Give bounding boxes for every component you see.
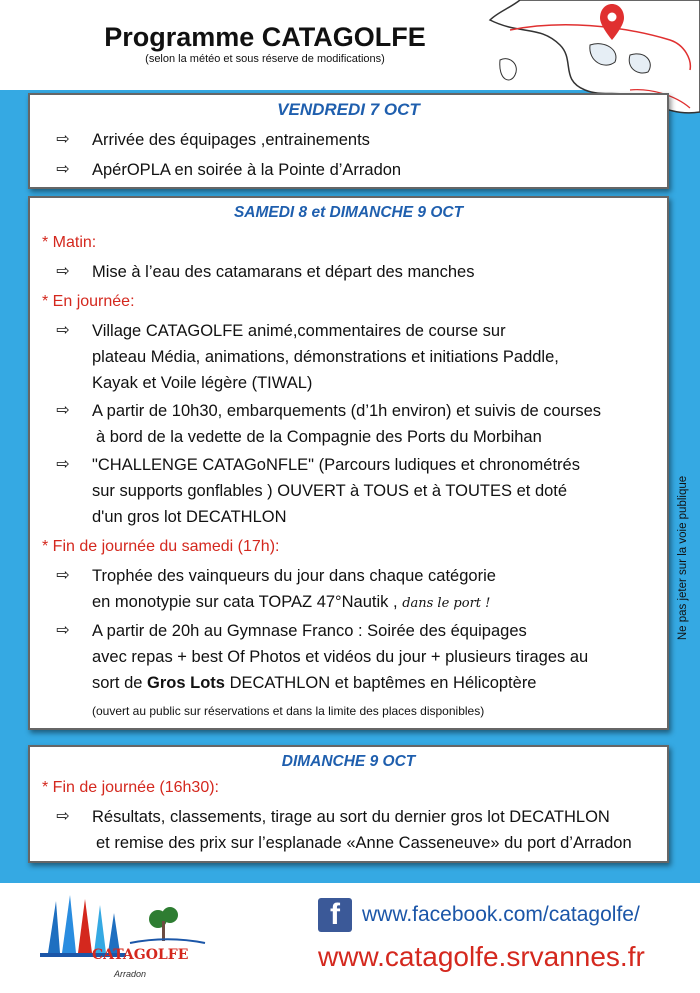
- logo-text: CATAGOLFE: [92, 947, 189, 963]
- arrow-right-outline-icon: ⇨: [56, 567, 70, 584]
- arrow-right-outline-icon: ⇨: [56, 161, 70, 178]
- friday-card: VENDREDI 7 OCT ⇨ Arrivée des équipages ,entrainements ⇨ ApérOPLA en soirée à la Pointe d’Arradon: [28, 93, 669, 189]
- handwritten-note: dans le port !: [402, 596, 491, 611]
- arrow-right-outline-icon: ⇨: [56, 131, 70, 148]
- facebook-link[interactable]: [318, 895, 640, 935]
- side-note: Ne pas jeter sur la voie publique: [677, 475, 689, 641]
- arrow-right-outline-icon: ⇨: [56, 622, 70, 639]
- facebook-url[interactable]: www.facebook.com/catagolfe/: [362, 903, 640, 926]
- footer: [0, 883, 700, 993]
- weekend-heading: SAMEDI 8 et DIMANCHE 9 OCT: [233, 204, 464, 221]
- journee-label: * En journée:: [42, 293, 135, 310]
- matin-label: * Matin:: [42, 234, 97, 251]
- page-title: Programme CATAGOLFE: [104, 22, 426, 52]
- fin-dimanche-label: * Fin de journée (16h30):: [42, 779, 219, 796]
- facebook-icon: f: [318, 898, 352, 932]
- arrow-right-outline-icon: ⇨: [56, 808, 70, 825]
- page-subtitle: (selon la météo et sous réserve de modifications): [145, 53, 385, 65]
- arrow-right-outline-icon: ⇨: [56, 322, 70, 339]
- friday-heading: VENDREDI 7 OCT: [277, 100, 420, 119]
- weekend-card: SAMEDI 8 et DIMANCHE 9 OCT * Matin: ⇨ Mise à l’eau des catamarans et départ des manches * En journée: ⇨ Village CATAGOLFE animé,commentaires de course sur plateau Média, animations, démonstrations et initiations Paddle, Kayak et Voile légère (TIWAL) ⇨ A partir de 10h30, embarquements (d’1h environ) et suivis de courses à bord de la vedette de la Compagnie des Ports du Morbihan ⇨ "CHALLENGE CATAGoNFLE" (Parcours ludiques et chronométrés sur supports gonflables ) OUVERT à TOUS et à TOUTES et doté d'un gros lot DECATHLON * Fin de journée du samedi (17h): ⇨ Trophée des vainqueurs du jour dans chaque catégorie en monotypie sur cata TOPAZ 47°Nautik , dans le port ! ⇨ A partir de 20h au Gymnase Franco : Soirée des équipages avec repas + best Of Photos et vidéos du jour + plusieurs tirages au sort de Gros Lots DECATHLON et baptêmes en Hélicoptère (ouvert au public sur réservations et dans la limite des places disponibles): [28, 196, 669, 730]
- fin-note: (ouvert au public sur réservations et dans la limite des places disponibles): [92, 704, 485, 718]
- website-link[interactable]: www.catagolfe.srvannes.fr: [318, 941, 645, 972]
- fin-samedi-label: * Fin de journée du samedi (17h):: [42, 538, 280, 555]
- sunday-heading: DIMANCHE 9 OCT: [281, 753, 416, 770]
- arrow-right-outline-icon: ⇨: [56, 263, 70, 280]
- catagolfe-logo: [30, 891, 210, 989]
- arrow-right-outline-icon: ⇨: [56, 402, 70, 419]
- logo-subtext: Arradon: [114, 969, 147, 979]
- sunday-card: DIMANCHE 9 OCT * Fin de journée (16h30): ⇨ Résultats, classements, tirage au sort du dernier gros lot DECATHLON et remise des prix sur l’esplanade «Anne Casseneuve» du port d’Arradon: [28, 745, 669, 863]
- arrow-right-outline-icon: ⇨: [56, 456, 70, 473]
